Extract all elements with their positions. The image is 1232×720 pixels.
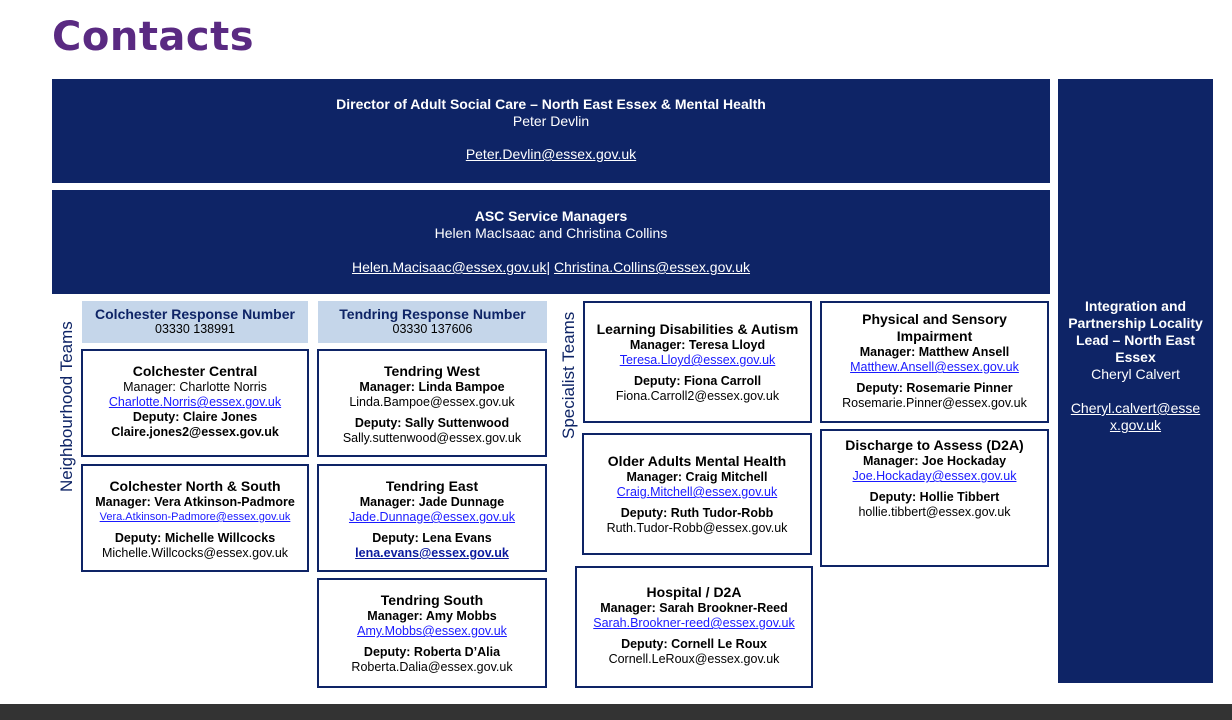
team-manager: Manager: Teresa Lloyd [629,338,766,352]
director-email-link[interactable]: Peter.Devlin@essex.gov.uk [465,146,637,162]
team-title: Hospital / D2A [646,584,742,600]
team-hospital-d2a [575,566,813,688]
manager-email: Linda.Bampoe@essex.gov.uk [349,395,515,409]
team-manager: Manager: Matthew Ansell [859,345,1010,359]
team-manager: Manager: Craig Mitchell [626,470,768,484]
service-managers-heading: ASC Service Managers [474,208,628,224]
team-manager: Manager: Amy Mobbs [367,609,497,623]
manager-email-link[interactable]: Charlotte.Norris@essex.gov.uk [108,395,282,409]
team-manager: Manager: Linda Bampoe [359,380,505,394]
manager-email-link[interactable]: Amy.Mobbs@essex.gov.uk [357,624,507,638]
manager-email-link[interactable]: Vera.Atkinson-Padmore@essex.gov.uk [99,511,291,523]
team-learning-disabilities [583,301,812,423]
team-title: Discharge to Assess (D2A) [845,437,1024,453]
director-heading: Director of Adult Social Care – North East Essex & Mental Health [336,96,766,112]
team-manager: Manager: Jade Dunnage [359,495,505,509]
team-deputy: Deputy: Lena Evans [372,531,492,545]
team-deputy: Deputy: Cornell Le Roux [621,637,767,651]
team-deputy: Deputy: Sally Suttenwood [354,416,510,430]
tendring-response-number: 03330 137606 [392,322,473,336]
deputy-email: Sally.suttenwood@essex.gov.uk [342,431,522,445]
manager-email-link[interactable]: Sarah.Brookner-reed@essex.gov.uk [593,616,795,630]
team-manager: Manager: Sarah Brookner-Reed [600,601,788,615]
team-manager: Manager: Joe Hockaday [862,454,1007,468]
deputy-email: Roberta.Dalia@essex.gov.uk [351,660,513,674]
team-deputy: Deputy: Hollie Tibbert [869,490,1000,504]
deputy-email: Cornell.LeRoux@essex.gov.uk [608,652,780,666]
integration-name: Cheryl Calvert [1091,366,1180,382]
team-deputy: Deputy: Rosemarie Pinner [856,381,1013,395]
team-discharge-to-assess [820,429,1049,567]
director-name: Peter Devlin [512,113,590,129]
team-title: Colchester North & South [109,478,281,494]
team-tendring-west [317,349,547,457]
tendring-response-title: Tendring Response Number [339,306,526,322]
manager-email-link[interactable]: Joe.Hockaday@essex.gov.uk [852,469,1017,483]
manager-email-link[interactable]: Teresa.Lloyd@essex.gov.uk [619,353,776,367]
director-panel [52,79,1050,183]
deputy-email: Claire.jones2@essex.gov.uk [111,425,279,439]
christina-email-link[interactable]: Christina.Collins@essex.gov.uk [553,259,751,275]
deputy-email: Ruth.Tudor-Robb@essex.gov.uk [606,521,788,535]
team-title: Older Adults Mental Health [607,453,787,469]
team-manager: Manager: Charlotte Norris [123,380,267,394]
manager-email-link[interactable]: Craig.Mitchell@essex.gov.uk [616,485,778,499]
deputy-email: hollie.tibbert@essex.gov.uk [858,505,1011,519]
team-title: Tendring West [384,363,480,379]
team-deputy: Deputy: Claire Jones [132,410,258,424]
team-colchester-north-south [81,464,309,572]
team-tendring-east [317,464,547,572]
specialist-teams-label: Specialist Teams [559,311,578,439]
service-managers-names: Helen MacIsaac and Christina Collins [434,225,668,241]
tendring-response [318,301,547,343]
helen-email-link[interactable]: Helen.Macisaac@essex.gov.uk [351,259,547,275]
colchester-response-number: 03330 138991 [155,322,235,336]
manager-email-link[interactable]: Jade.Dunnage@essex.gov.uk [348,510,516,524]
neighbourhood-teams-label: Neighbourhood Teams [57,321,76,492]
service-managers-panel [52,190,1050,294]
colchester-response-title: Colchester Response Number [95,306,295,322]
integration-heading: Integration and Partnership Locality Lead – North East Essex [1068,298,1203,365]
team-deputy: Deputy: Michelle Willcocks [114,531,276,545]
deputy-email: Rosemarie.Pinner@essex.gov.uk [842,396,1027,410]
deputy-email-link[interactable]: lena.evans@essex.gov.uk [355,546,509,560]
team-deputy: Deputy: Ruth Tudor-Robb [620,506,774,520]
team-physical-sensory [820,301,1049,423]
team-title: Tendring East [385,478,479,494]
footer-bar [0,704,1232,720]
integration-email-link[interactable]: Cheryl.calvert@essex.gov.uk [1070,400,1201,433]
manager-email-link[interactable]: Matthew.Ansell@essex.gov.uk [850,360,1019,374]
team-colchester-central [81,349,309,457]
colchester-response [82,301,308,343]
team-tendring-south [317,578,547,688]
team-deputy: Deputy: Fiona Carroll [633,374,762,388]
page-title: Contacts [52,14,255,60]
deputy-email: Michelle.Willcocks@essex.gov.uk [101,546,289,560]
email-separator: | [546,259,551,275]
team-title: Colchester Central [132,363,258,379]
team-manager: Manager: Vera Atkinson-Padmore [95,495,295,509]
team-title: Learning Disabilities & Autism [596,321,799,337]
team-title: Physical and Sensory Impairment [862,311,1007,344]
integration-panel [1058,79,1213,683]
team-deputy: Deputy: Roberta D’Alia [363,645,501,659]
team-title: Tendring South [380,592,484,608]
deputy-email: Fiona.Carroll2@essex.gov.uk [615,389,780,403]
team-older-adults-mental-health [582,433,812,555]
